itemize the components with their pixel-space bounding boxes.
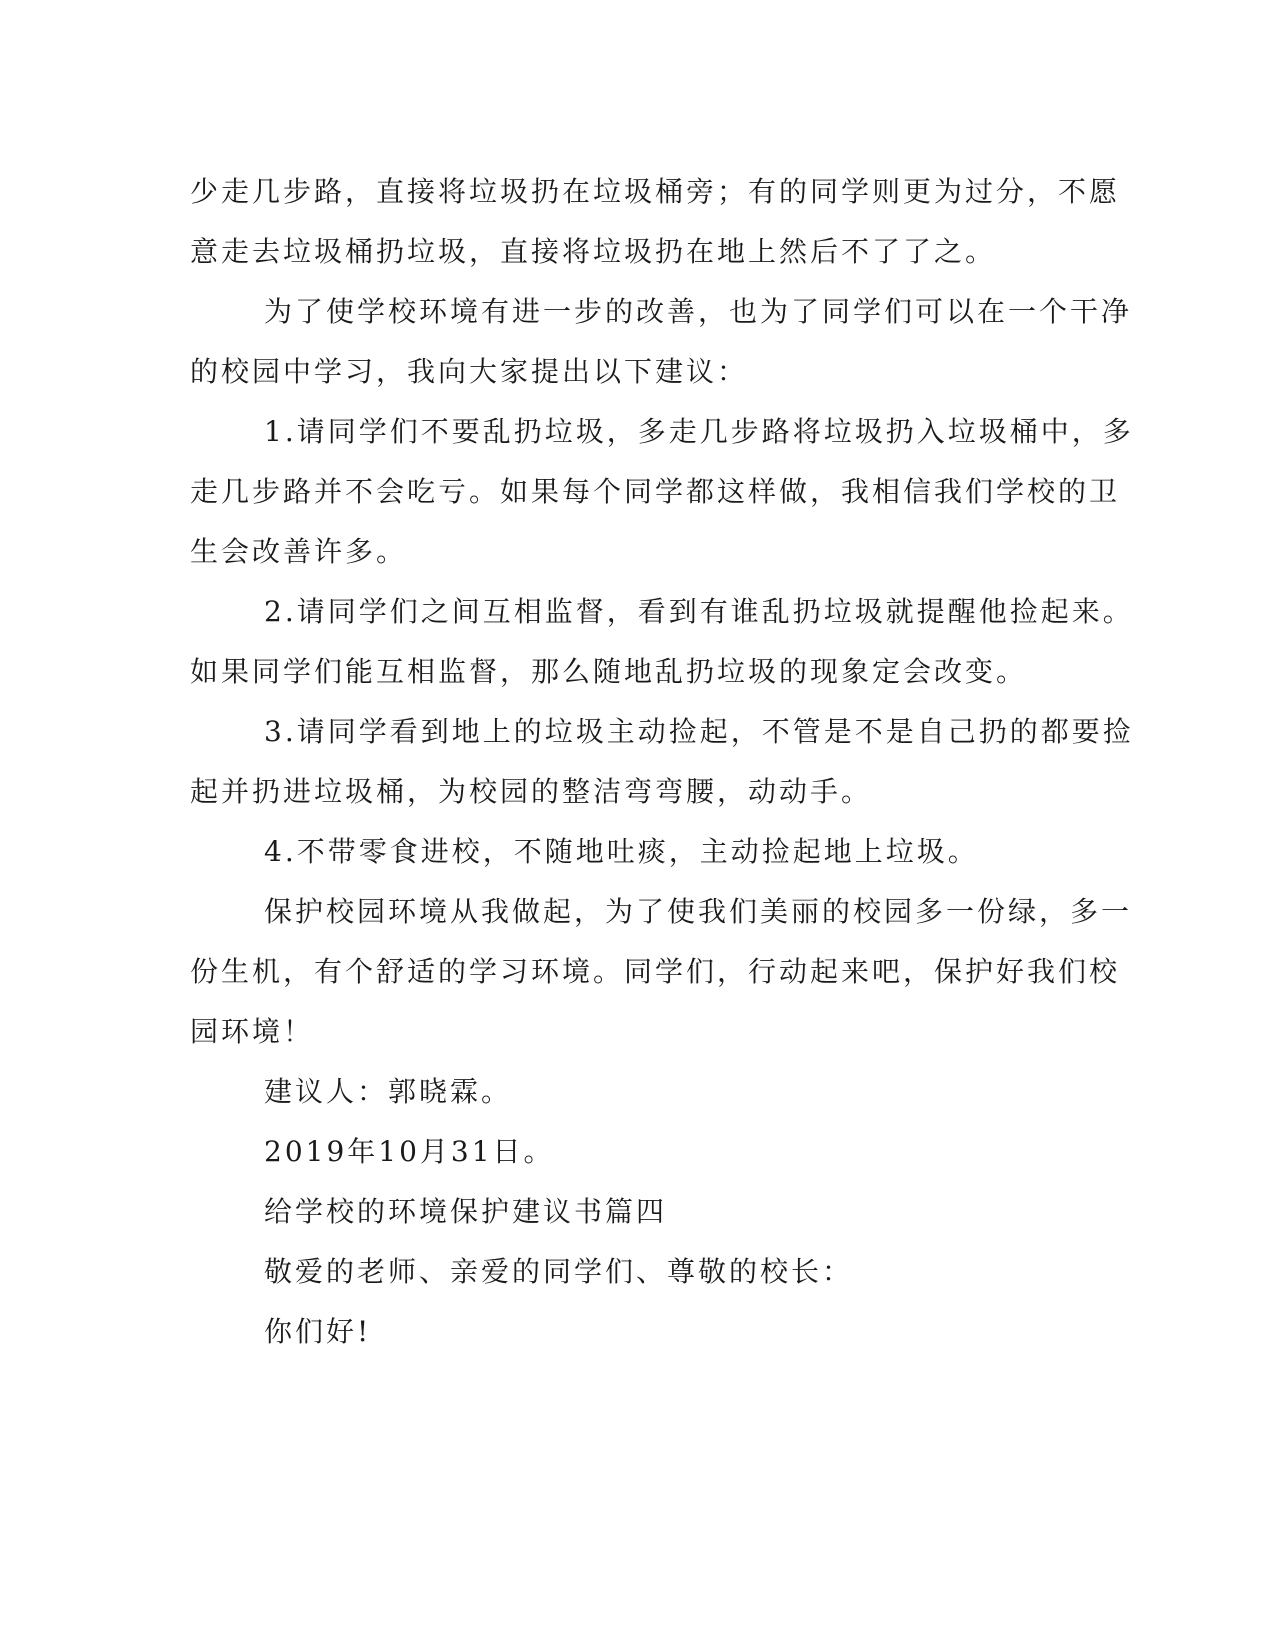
salutation: 敬爱的老师、亲爱的同学们、尊敬的校长： (264, 1255, 854, 1288)
signature-line: 建议人：郭晓霖。 (264, 1075, 513, 1108)
paragraph-line: 少走几步路，直接将垃圾扔在垃圾桶旁；有的同学则更为过分，不愿 (190, 175, 1121, 208)
paragraph-line: 起并扔进垃圾桶，为校园的整洁弯弯腰，动动手。 (190, 775, 873, 808)
list-item-3: 3.请同学看到地上的垃圾主动捡起，不管是不是自己扔的都要捡 (264, 715, 1134, 748)
paragraph-line: 份生机，有个舒适的学习环境。同学们，行动起来吧，保护好我们校 (190, 955, 1121, 988)
list-item-1: 1.请同学们不要乱扔垃圾，多走几步路将垃圾扔入垃圾桶中，多 (264, 415, 1134, 448)
paragraph-line: 保护校园环境从我做起，为了使我们美丽的校园多一份绿，多一 (264, 895, 1133, 928)
paragraph-line: 生会改善许多。 (190, 535, 408, 568)
paragraph-line: 走几步路并不会吃亏。如果每个同学都这样做，我相信我们学校的卫 (190, 475, 1121, 508)
paragraph-line: 园环境！ (190, 1015, 315, 1048)
section-title: 给学校的环境保护建议书篇四 (264, 1195, 668, 1228)
paragraph-line: 为了使学校环境有进一步的改善，也为了同学们可以在一个干净 (264, 295, 1133, 328)
list-item-2: 2.请同学们之间互相监督，看到有谁乱扔垃圾就提醒他捡起来。 (264, 595, 1134, 628)
list-item-4: 4.不带零食进校，不随地吐痰，主动捡起地上垃圾。 (264, 835, 979, 868)
document-body (190, 162, 1134, 1362)
date-line: 2019年10月31日。 (264, 1135, 555, 1168)
greeting: 你们好! (264, 1315, 372, 1348)
paragraph-line: 意走去垃圾桶扔垃圾，直接将垃圾扔在地上然后不了了之。 (190, 235, 997, 268)
paragraph-line: 的校园中学习，我向大家提出以下建议： (190, 355, 749, 388)
paragraph-line: 如果同学们能互相监督，那么随地乱扔垃圾的现象定会改变。 (190, 655, 1028, 688)
